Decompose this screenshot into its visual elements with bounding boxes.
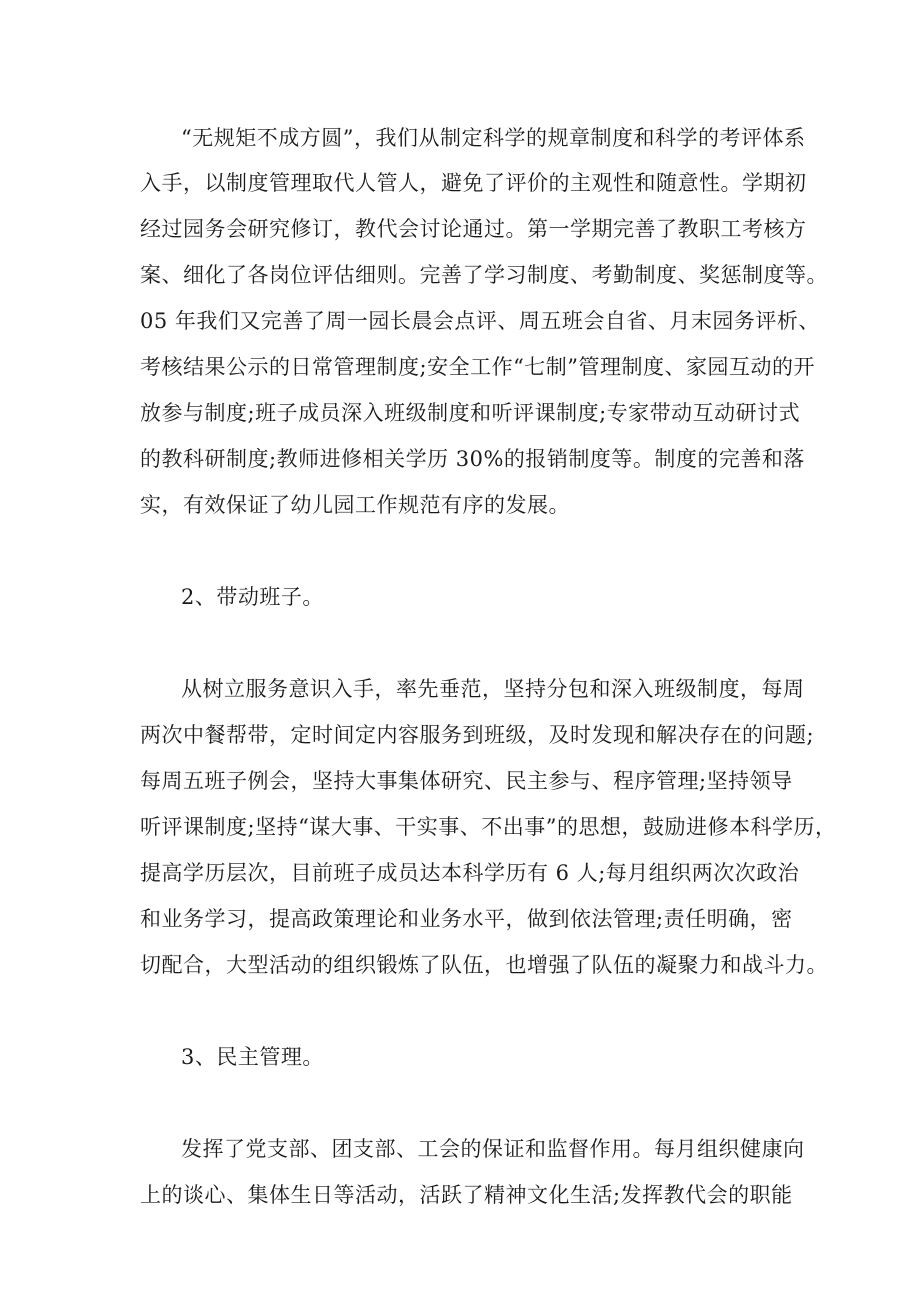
paragraph-1-line-6: 考核结果公示的日常管理制度;安全工作“七制”管理制度、家园互动的开 [140, 355, 816, 379]
paragraph-1-line-1: “无规矩不成方圆”，我们从制定科学的规章制度和科学的考评体系 [181, 126, 806, 150]
paragraph-1-line-9: 实，有效保证了幼儿园工作规范有序的发展。 [140, 493, 570, 517]
section-heading-2: 2、带动班子。 [181, 585, 324, 609]
paragraph-2-line-7: 切配合，大型活动的组织锻炼了队伍，也增强了队伍的凝聚力和战斗力。 [140, 953, 828, 977]
paragraph-2-line-1: 从树立服务意识入手，率先垂范，坚持分包和深入班级制度，每周 [181, 677, 805, 701]
paragraph-3-line-2: 上的谈心、集体生日等活动，活跃了精神文化生活;发挥教代会的职能 [140, 1183, 793, 1207]
paragraph-1-line-4: 案、细化了各岗位评估细则。完善了学习制度、考勤制度、奖惩制度等。 [140, 263, 828, 287]
paragraph-1-line-8: 的教科研制度;教师进修相关学历 30%的报销制度等。制度的完善和落 [140, 447, 805, 471]
paragraph-1-line-5: 05 年我们又完善了周一园长晨会点评、周五班会自省、月末园务评析、 [140, 309, 820, 333]
paragraph-2-line-2: 两次中餐帮带，定时间定内容服务到班级，及时发现和解决存在的问题; [140, 723, 815, 747]
paragraph-3-line-1: 发挥了党支部、团支部、工会的保证和监督作用。每月组织健康向 [181, 1137, 805, 1161]
paragraph-2-line-4: 听评课制度;坚持“谋大事、干实事、不出事”的思想，鼓励进修本科学历， [140, 815, 837, 839]
section-heading-3: 3、民主管理。 [181, 1045, 324, 1069]
paragraph-1-line-2: 入手，以制度管理取代人管人，避免了评价的主观性和随意性。学期初 [140, 171, 807, 195]
paragraph-2-line-3: 每周五班子例会，坚持大事集体研究、民主参与、程序管理;坚持领导 [140, 769, 793, 793]
paragraph-2-line-6: 和业务学习，提高政策理论和业务水平，做到依法管理;责任明确，密 [140, 907, 793, 931]
paragraph-1-line-7: 放参与制度;班子成员深入班级制度和听评课制度;专家带动互动研讨式 [140, 401, 801, 425]
paragraph-2-line-5: 提高学历层次，目前班子成员达本科学历有 6 人;每月组织两次次政治 [140, 861, 800, 885]
paragraph-1-line-3: 经过园务会研究修订，教代会讨论通过。第一学期完善了教职工考核方 [140, 217, 807, 241]
